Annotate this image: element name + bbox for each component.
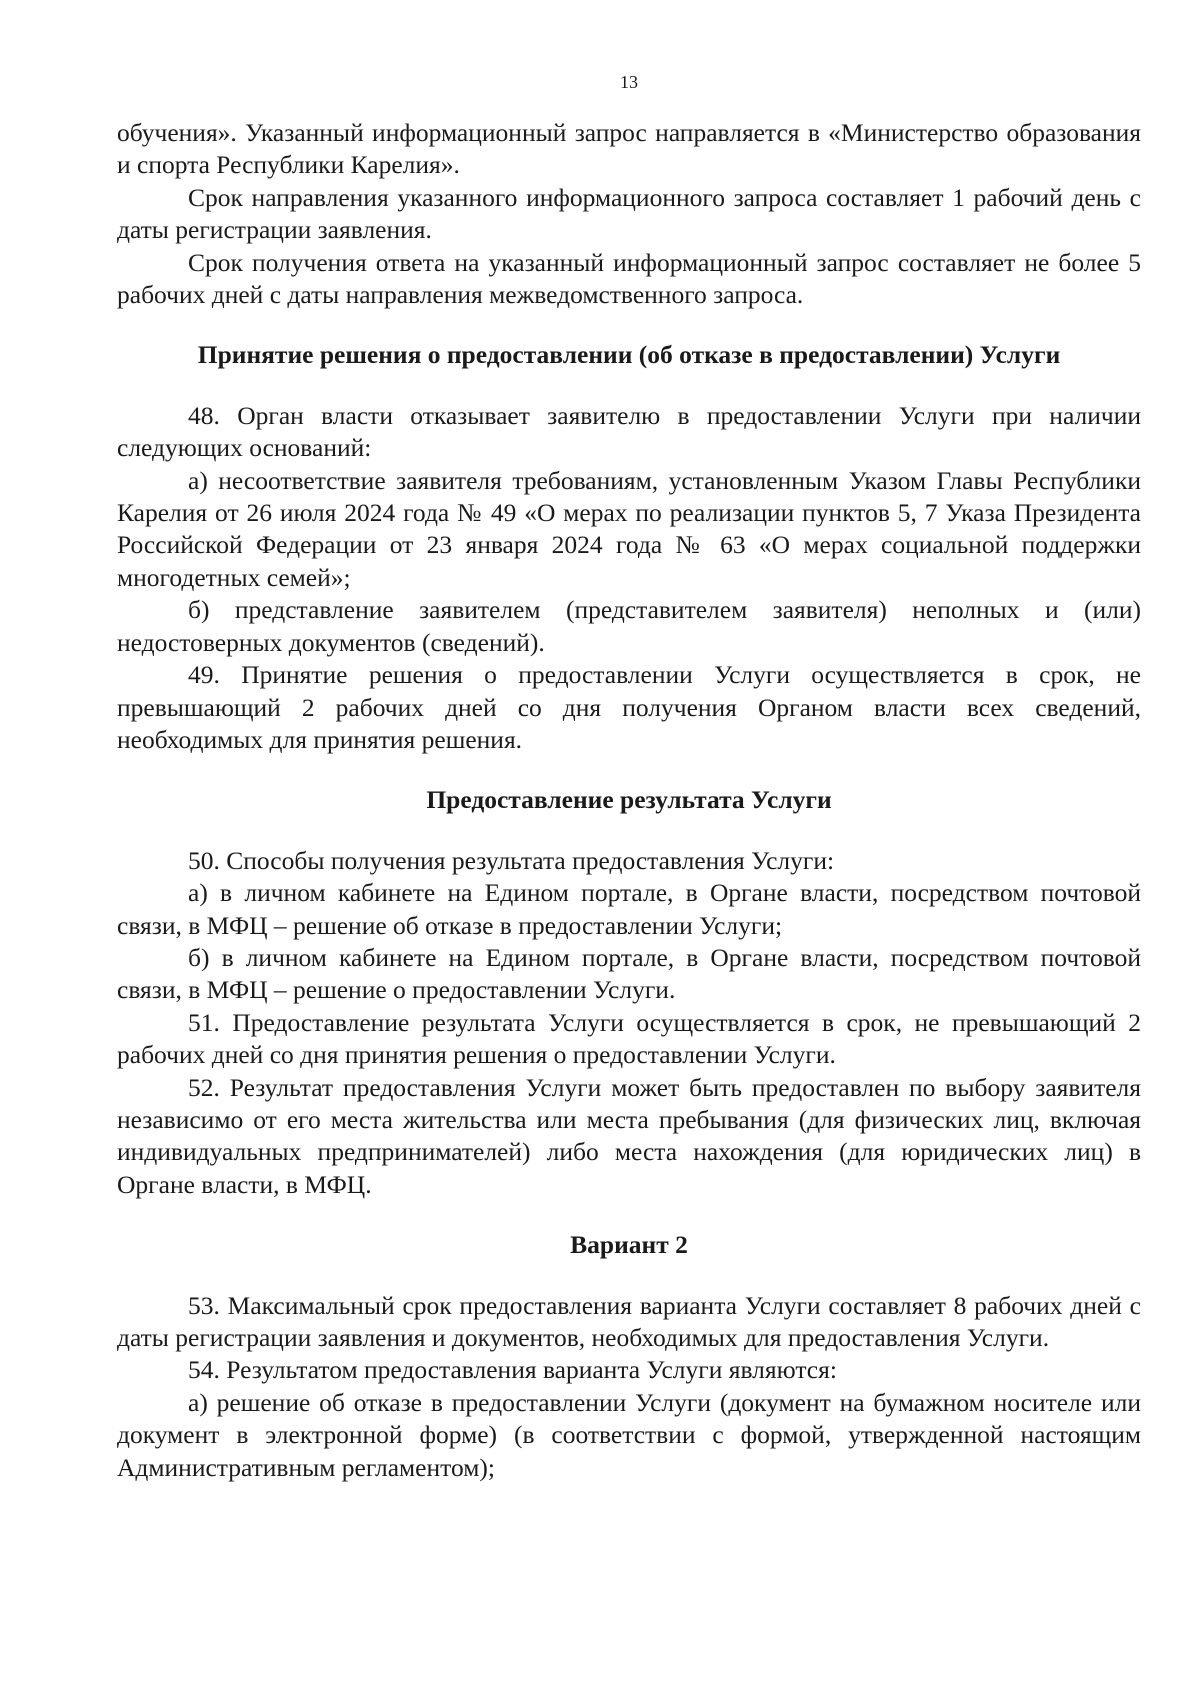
paragraph: 48. Орган власти отказывает заявителю в предоставлении Услуги при наличии следующих оснований: [117,400,1141,463]
paragraph: 51. Предоставление результата Услуги осуществляется в срок, не превышающий 2 рабочих дней со дня принятия решения о предоставлении Услуги. [117,1007,1141,1070]
section-heading: Предоставление результата Услуги [426,785,832,815]
paragraph: обучения». Указанный информационный запрос направляется в «Министерство образования и спорта Республики Карелия». [117,118,1141,180]
paragraph: б) представление заявителем (представителем заявителя) неполных и (или) недостоверных документов (сведений). [117,595,1141,657]
paragraph: 54. Результатом предоставления варианта Услуги являются: [188,1355,837,1385]
section-heading: Принятие решения о предоставлении (об отказе в предоставлении) Услуги [197,340,1061,370]
paragraph: 53. Максимальный срок предоставления варианта Услуги составляет 8 рабочих дней с даты регистрации заявления и документов, необходимых для предоставления Услуги. [117,1290,1141,1352]
paragraph: 49. Принятие решения о предоставлении Услуги осуществляется в срок, не превышающий 2 рабочих дней со дня получения Органом власти всех сведений, необходимых для принятия решения. [117,660,1141,754]
paragraph: б) в личном кабинете на Едином портале, в Органе власти, посредством почтовой связи, в МФЦ – решение о предоставлении Услуги. [117,942,1141,1005]
page-number: 13 [620,72,638,92]
paragraph: 52. Результат предоставления Услуги может быть предоставлен по выбору заявителя независимо от его места жительства или места пребывания (для физических лиц, включая индивидуальных предпринимателей) либо места нахождения (для юридических лиц) в Органе власти, в МФЦ. [117,1072,1141,1199]
section-heading: Вариант 2 [570,1230,688,1260]
paragraph: а) решение об отказе в предоставлении Услуги (документ на бумажном носителе или документ в электронной форме) (в соответствии с формой, утвержденной настоящим Административным регламентом); [117,1387,1141,1482]
paragraph: Срок направления указанного информационного запроса составляет 1 рабочий день с даты регистрации заявления. [117,182,1141,245]
paragraph: а) несоответствие заявителя требованиям, установленным Указом Главы Республики Карелия от 26 июля 2024 года № 49 «О мерах по реализации пунктов 5, 7 Указа Президента Российской Федерации от 23 января 2024 года № 63 «О мерах социальной поддержки многодетных семей»; [117,465,1141,592]
document-body [117,117,1141,1484]
paragraph: Срок получения ответа на указанный информационный запрос составляет не более 5 рабочих дней с даты направления межведомственного запроса. [117,247,1141,310]
paragraph: а) в личном кабинете на Едином портале, в Органе власти, посредством почтовой связи, в МФЦ – решение об отказе в предоставлении Услуги; [117,878,1141,940]
paragraph: 50. Способы получения результата предоставления Услуги: [188,845,835,875]
